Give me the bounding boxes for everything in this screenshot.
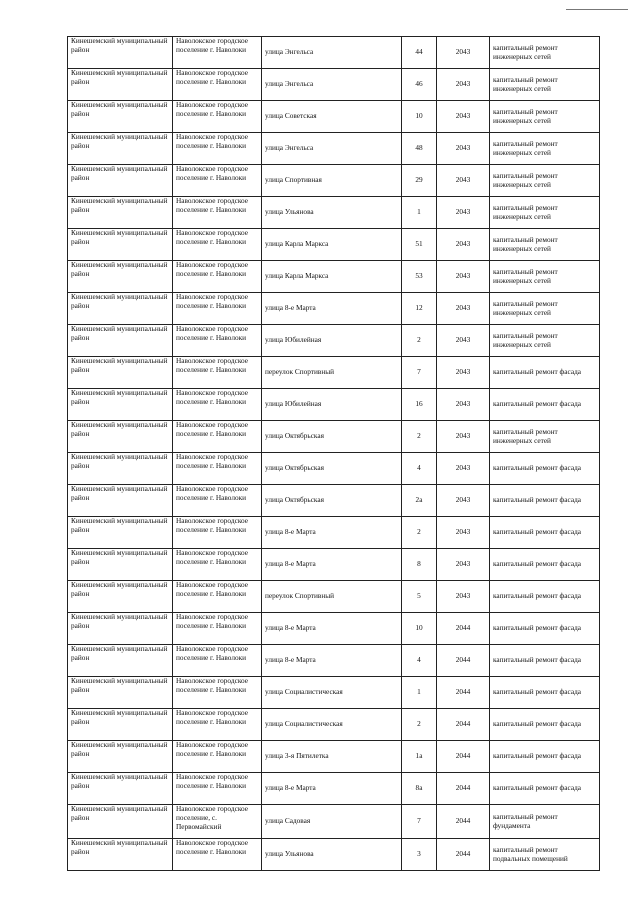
work-type-cell: капитальный ремонт фасада xyxy=(490,453,600,485)
settlement-cell: Наволокское городское поселение г. Наволоки xyxy=(173,261,262,293)
street-cell: улица Советская xyxy=(262,101,402,133)
year-cell: 2044 xyxy=(437,645,490,677)
work-type-cell: капитальный ремонт фасада xyxy=(490,581,600,613)
house-number-cell: 8а xyxy=(402,773,437,805)
street-cell: улица Октябрьская xyxy=(262,485,402,517)
table-row xyxy=(68,421,600,453)
settlement-cell: Наволокское городское поселение г. Наволоки xyxy=(173,357,262,389)
house-number-cell: 1 xyxy=(402,677,437,709)
work-type-cell: капитальный ремонт фасада xyxy=(490,613,600,645)
year-cell: 2043 xyxy=(437,357,490,389)
district-cell: Кинешемский муниципальный район xyxy=(68,389,173,421)
street-cell: улица Спортивная xyxy=(262,165,402,197)
district-cell: Кинешемский муниципальный район xyxy=(68,357,173,389)
table-row xyxy=(68,101,600,133)
district-cell: Кинешемский муниципальный район xyxy=(68,741,173,773)
district-cell: Кинешемский муниципальный район xyxy=(68,839,173,871)
work-type-cell: капитальный ремонт инженерных сетей xyxy=(490,133,600,165)
district-cell: Кинешемский муниципальный район xyxy=(68,805,173,839)
district-cell: Кинешемский муниципальный район xyxy=(68,549,173,581)
work-type-cell: капитальный ремонт инженерных сетей xyxy=(490,165,600,197)
district-cell: Кинешемский муниципальный район xyxy=(68,197,173,229)
settlement-cell: Наволокское городское поселение г. Наволоки xyxy=(173,741,262,773)
street-cell: улица 8-е Марта xyxy=(262,293,402,325)
district-cell: Кинешемский муниципальный район xyxy=(68,101,173,133)
year-cell: 2043 xyxy=(437,229,490,261)
scan-line-mark xyxy=(566,9,628,10)
work-type-cell: капитальный ремонт подвальных помещений xyxy=(490,839,600,871)
house-number-cell: 2 xyxy=(402,709,437,741)
street-cell: улица Энгельса xyxy=(262,133,402,165)
year-cell: 2043 xyxy=(437,421,490,453)
house-number-cell: 29 xyxy=(402,165,437,197)
year-cell: 2043 xyxy=(437,165,490,197)
house-number-cell: 46 xyxy=(402,69,437,101)
street-cell: улица Юбилейная xyxy=(262,389,402,421)
house-number-cell: 2 xyxy=(402,517,437,549)
table-row xyxy=(68,133,600,165)
district-cell: Кинешемский муниципальный район xyxy=(68,581,173,613)
table-row xyxy=(68,645,600,677)
house-number-cell: 4 xyxy=(402,645,437,677)
table-row xyxy=(68,37,600,69)
house-number-cell: 4 xyxy=(402,453,437,485)
district-cell: Кинешемский муниципальный район xyxy=(68,773,173,805)
house-number-cell: 44 xyxy=(402,37,437,69)
house-number-cell: 1а xyxy=(402,741,437,773)
street-cell: улица Карла Маркса xyxy=(262,229,402,261)
district-cell: Кинешемский муниципальный район xyxy=(68,709,173,741)
table-row xyxy=(68,581,600,613)
table-row xyxy=(68,293,600,325)
table-row xyxy=(68,389,600,421)
year-cell: 2043 xyxy=(437,453,490,485)
table-row xyxy=(68,549,600,581)
house-number-cell: 51 xyxy=(402,229,437,261)
repair-schedule-table xyxy=(67,36,600,871)
work-type-cell: капитальный ремонт фасада xyxy=(490,485,600,517)
district-cell: Кинешемский муниципальный район xyxy=(68,325,173,357)
table-row xyxy=(68,325,600,357)
street-cell: улица Энгельса xyxy=(262,37,402,69)
district-cell: Кинешемский муниципальный район xyxy=(68,453,173,485)
house-number-cell: 10 xyxy=(402,613,437,645)
work-type-cell: капитальный ремонт фундамента xyxy=(490,805,600,839)
settlement-cell: Наволокское городское поселение г. Наволоки xyxy=(173,69,262,101)
table-row xyxy=(68,229,600,261)
district-cell: Кинешемский муниципальный район xyxy=(68,517,173,549)
street-cell: улица 8-е Марта xyxy=(262,517,402,549)
table-row xyxy=(68,839,600,871)
work-type-cell: капитальный ремонт фасада xyxy=(490,357,600,389)
street-cell: улица 8-е Марта xyxy=(262,645,402,677)
year-cell: 2043 xyxy=(437,101,490,133)
house-number-cell: 53 xyxy=(402,261,437,293)
district-cell: Кинешемский муниципальный район xyxy=(68,485,173,517)
district-cell: Кинешемский муниципальный район xyxy=(68,69,173,101)
year-cell: 2044 xyxy=(437,709,490,741)
table-row xyxy=(68,741,600,773)
settlement-cell: Наволокское городское поселение г. Наволоки xyxy=(173,517,262,549)
house-number-cell: 7 xyxy=(402,357,437,389)
work-type-cell: капитальный ремонт инженерных сетей xyxy=(490,101,600,133)
table-body xyxy=(68,37,600,871)
table-row xyxy=(68,517,600,549)
work-type-cell: капитальный ремонт фасада xyxy=(490,645,600,677)
work-type-cell: капитальный ремонт инженерных сетей xyxy=(490,293,600,325)
street-cell: улица Октябрьская xyxy=(262,453,402,485)
settlement-cell: Наволокское городское поселение г. Наволоки xyxy=(173,613,262,645)
street-cell: улица 8-е Марта xyxy=(262,549,402,581)
house-number-cell: 8 xyxy=(402,549,437,581)
street-cell: улица Октябрьская xyxy=(262,421,402,453)
district-cell: Кинешемский муниципальный район xyxy=(68,229,173,261)
table-row xyxy=(68,613,600,645)
settlement-cell: Наволокское городское поселение г. Наволоки xyxy=(173,773,262,805)
year-cell: 2043 xyxy=(437,133,490,165)
work-type-cell: капитальный ремонт инженерных сетей xyxy=(490,229,600,261)
work-type-cell: капитальный ремонт инженерных сетей xyxy=(490,325,600,357)
year-cell: 2043 xyxy=(437,517,490,549)
street-cell: улица Садовая xyxy=(262,805,402,839)
year-cell: 2043 xyxy=(437,549,490,581)
work-type-cell: капитальный ремонт фасада xyxy=(490,773,600,805)
year-cell: 2044 xyxy=(437,773,490,805)
year-cell: 2044 xyxy=(437,839,490,871)
house-number-cell: 12 xyxy=(402,293,437,325)
year-cell: 2043 xyxy=(437,389,490,421)
work-type-cell: капитальный ремонт фасада xyxy=(490,741,600,773)
street-cell: улица Ульянова xyxy=(262,839,402,871)
street-cell: переулок Спортивный xyxy=(262,357,402,389)
settlement-cell: Наволокское городское поселение г. Наволоки xyxy=(173,709,262,741)
settlement-cell: Наволокское городское поселение г. Наволоки xyxy=(173,165,262,197)
house-number-cell: 48 xyxy=(402,133,437,165)
house-number-cell: 7 xyxy=(402,805,437,839)
settlement-cell: Наволокское городское поселение г. Наволоки xyxy=(173,229,262,261)
house-number-cell: 5 xyxy=(402,581,437,613)
district-cell: Кинешемский муниципальный район xyxy=(68,133,173,165)
work-type-cell: капитальный ремонт инженерных сетей xyxy=(490,261,600,293)
table-row xyxy=(68,357,600,389)
work-type-cell: капитальный ремонт фасада xyxy=(490,549,600,581)
street-cell: переулок Спортивный xyxy=(262,581,402,613)
year-cell: 2043 xyxy=(437,325,490,357)
street-cell: улица Социалистическая xyxy=(262,709,402,741)
settlement-cell: Наволокское городское поселение г. Наволоки xyxy=(173,677,262,709)
settlement-cell: Наволокское городское поселение г. Наволоки xyxy=(173,37,262,69)
street-cell: улица Карла Маркса xyxy=(262,261,402,293)
district-cell: Кинешемский муниципальный район xyxy=(68,421,173,453)
district-cell: Кинешемский муниципальный район xyxy=(68,261,173,293)
year-cell: 2043 xyxy=(437,37,490,69)
table-row xyxy=(68,165,600,197)
street-cell: улица 3-я Пятилетка xyxy=(262,741,402,773)
settlement-cell: Наволокское городское поселение г. Наволоки xyxy=(173,581,262,613)
settlement-cell: Наволокское городское поселение г. Наволоки xyxy=(173,293,262,325)
district-cell: Кинешемский муниципальный район xyxy=(68,645,173,677)
house-number-cell: 10 xyxy=(402,101,437,133)
year-cell: 2043 xyxy=(437,581,490,613)
settlement-cell: Наволокское городское поселение г. Наволоки xyxy=(173,645,262,677)
work-type-cell: капитальный ремонт фасада xyxy=(490,389,600,421)
year-cell: 2043 xyxy=(437,293,490,325)
work-type-cell: капитальный ремонт фасада xyxy=(490,677,600,709)
year-cell: 2044 xyxy=(437,677,490,709)
table-row xyxy=(68,261,600,293)
table-row xyxy=(68,805,600,839)
settlement-cell: Наволокское городское поселение г. Наволоки xyxy=(173,197,262,229)
house-number-cell: 16 xyxy=(402,389,437,421)
settlement-cell: Наволокское городское поселение г. Наволоки xyxy=(173,101,262,133)
year-cell: 2043 xyxy=(437,197,490,229)
house-number-cell: 2 xyxy=(402,325,437,357)
settlement-cell: Наволокское городское поселение г. Наволоки xyxy=(173,839,262,871)
year-cell: 2044 xyxy=(437,805,490,839)
settlement-cell: Наволокское городское поселение, с. Первомайский xyxy=(173,805,262,839)
settlement-cell: Наволокское городское поселение г. Наволоки xyxy=(173,453,262,485)
street-cell: улица 8-е Марта xyxy=(262,773,402,805)
work-type-cell: капитальный ремонт инженерных сетей xyxy=(490,37,600,69)
district-cell: Кинешемский муниципальный район xyxy=(68,165,173,197)
settlement-cell: Наволокское городское поселение г. Наволоки xyxy=(173,485,262,517)
work-type-cell: капитальный ремонт фасада xyxy=(490,709,600,741)
street-cell: улица Социалистическая xyxy=(262,677,402,709)
year-cell: 2044 xyxy=(437,741,490,773)
street-cell: улица Ульянова xyxy=(262,197,402,229)
house-number-cell: 1 xyxy=(402,197,437,229)
table-row xyxy=(68,69,600,101)
settlement-cell: Наволокское городское поселение г. Наволоки xyxy=(173,133,262,165)
settlement-cell: Наволокское городское поселение г. Наволоки xyxy=(173,549,262,581)
year-cell: 2043 xyxy=(437,485,490,517)
table-row xyxy=(68,485,600,517)
table-row xyxy=(68,677,600,709)
settlement-cell: Наволокское городское поселение г. Наволоки xyxy=(173,325,262,357)
year-cell: 2043 xyxy=(437,69,490,101)
street-cell: улица 8-е Марта xyxy=(262,613,402,645)
table-row xyxy=(68,709,600,741)
street-cell: улица Юбилейная xyxy=(262,325,402,357)
house-number-cell: 2а xyxy=(402,485,437,517)
work-type-cell: капитальный ремонт инженерных сетей xyxy=(490,197,600,229)
settlement-cell: Наволокское городское поселение г. Наволоки xyxy=(173,389,262,421)
year-cell: 2043 xyxy=(437,261,490,293)
work-type-cell: капитальный ремонт инженерных сетей xyxy=(490,69,600,101)
table-row xyxy=(68,773,600,805)
district-cell: Кинешемский муниципальный район xyxy=(68,677,173,709)
street-cell: улица Энгельса xyxy=(262,69,402,101)
settlement-cell: Наволокское городское поселение г. Наволоки xyxy=(173,421,262,453)
year-cell: 2044 xyxy=(437,613,490,645)
work-type-cell: капитальный ремонт фасада xyxy=(490,517,600,549)
table-row xyxy=(68,453,600,485)
work-type-cell: капитальный ремонт инженерных сетей xyxy=(490,421,600,453)
district-cell: Кинешемский муниципальный район xyxy=(68,37,173,69)
table-row xyxy=(68,197,600,229)
district-cell: Кинешемский муниципальный район xyxy=(68,613,173,645)
house-number-cell: 3 xyxy=(402,839,437,871)
house-number-cell: 2 xyxy=(402,421,437,453)
district-cell: Кинешемский муниципальный район xyxy=(68,293,173,325)
